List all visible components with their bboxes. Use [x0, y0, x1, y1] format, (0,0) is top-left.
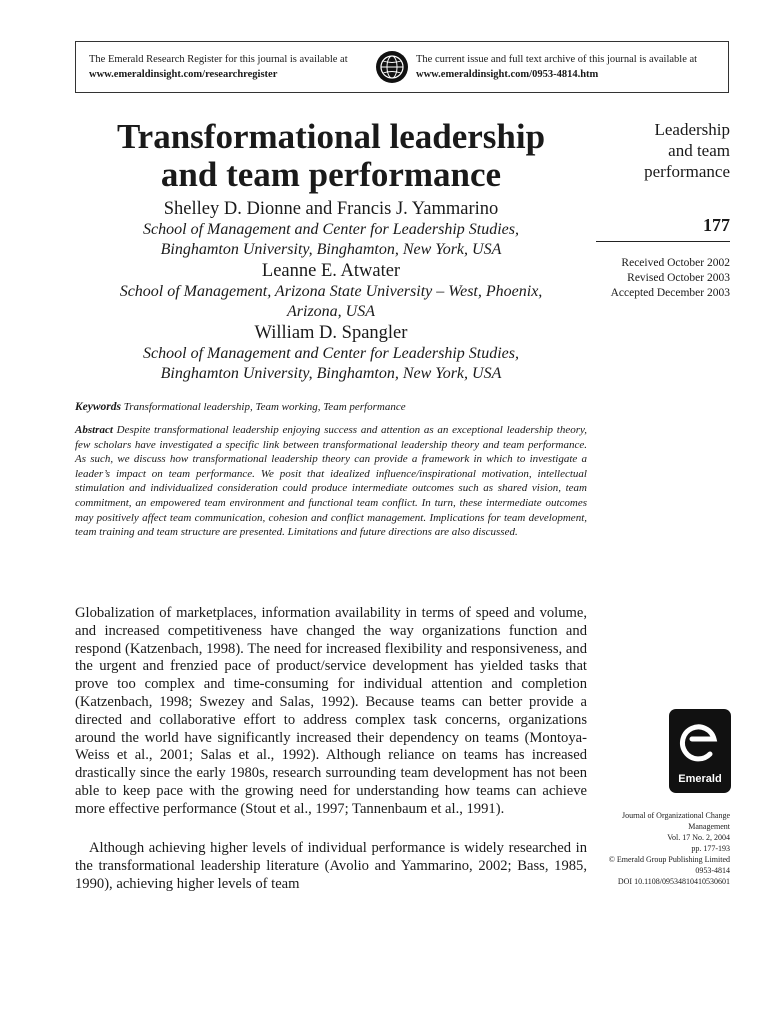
- abstract: [75, 423, 587, 540]
- title-line-1: Transformational leadership: [116, 117, 546, 156]
- register-right: [416, 52, 726, 82]
- register-right-text: The current issue and full text archive of this journal is available at: [416, 54, 698, 65]
- running-head-line: and team: [668, 141, 730, 160]
- author-affiliation: [75, 344, 587, 384]
- running-head-line: performance: [644, 162, 730, 181]
- accepted-date: Accepted December 2003: [610, 287, 730, 299]
- page-number: 177: [703, 215, 730, 235]
- keywords-label: Keywords: [75, 401, 121, 413]
- globe-icon: [375, 50, 409, 84]
- logo-text: Emerald: [678, 773, 722, 785]
- body-paragraph: Globalization of marketplaces, information availability in terms of speed and volume, and increased competitiveness have changed the way organizations function and respond (Katzenbach, 1998). The need for increased flexibility and responsiveness, and the urgent and frenzied pace of product/service development has yielded tasks that prove too complex and time-consuming for individual attention and completion (Katzenbach, 1998; Swezey and Salas, 1992). Because teams can better provide a directed and collaborative effort to address complex task concerns, organizations around the world have significantly increased their dependency on teams (Montoya-Weiss et al., 2001; Salas et al., 1992). Although reliance on teams has increased drastically since the early 1980s, research surrounding team development has not been able to keep pace with the growing need for understanding how teams can achieve more effective performance (Stout et al., 1997; Tannenbaum et al., 1991).: [75, 605, 587, 817]
- journal-info-line: 0953-4814: [695, 866, 730, 875]
- journal-archive-link[interactable]: www.emeraldinsight.com/0953-4814.htm: [416, 69, 599, 80]
- received-date: Received October 2002: [621, 257, 730, 269]
- author-affiliation: [75, 282, 587, 322]
- author-name: Shelley D. Dionne and Francis J. Yammarino: [163, 199, 499, 219]
- title-line-2: and team performance: [160, 155, 502, 194]
- affiliation-line: School of Management and Center for Leadership Studies,: [143, 221, 519, 238]
- journal-info-line: Journal of Organizational Change: [621, 811, 730, 820]
- margin-divider: [596, 241, 730, 242]
- keywords: [75, 400, 587, 415]
- register-left-text: The Emerald Research Register for this journal is available at: [89, 54, 348, 65]
- affiliation-line: Arizona, USA: [287, 303, 375, 320]
- journal-info-line: Management: [688, 822, 730, 831]
- keywords-text: Transformational leadership, Team working, Team performance: [123, 401, 406, 413]
- abstract-text: Despite transformational leadership enjoying success and attention as an exceptional leadership theory, few scholars have investigated a specific link between transformational leadership theory and team performance. As such, we discuss how transformational leadership theory can provide a framework in which to investigate a leader’s impact on team performance. We posit that idealized influence/inspirational motivation, intellectual stimulation and individualized consideration could produce intermediate outcomes such as shared vision, team commitment, an empowered team environment and functional team conflict. In turn, these intermediate outcomes may positively affect team communication, cohesion and conflict management. Implications for team development, team training and team structure are presented. Limitations and future directions are also discussed.: [75, 424, 588, 539]
- affiliation-line: Binghamton University, Binghamton, New York, USA: [160, 241, 502, 258]
- journal-info-line: DOI 10.1108/09534810410530601: [617, 877, 730, 886]
- affiliation-line: School of Management and Center for Leadership Studies,: [143, 345, 519, 362]
- running-head-line: Leadership: [654, 120, 730, 139]
- journal-info-line: © Emerald Group Publishing Limited: [608, 855, 730, 864]
- author-affiliation: [75, 220, 587, 260]
- affiliation-line: Binghamton University, Binghamton, New York, USA: [160, 365, 502, 382]
- research-register-link[interactable]: www.emeraldinsight.com/researchregister: [89, 69, 278, 80]
- emerald-e-icon: [677, 717, 723, 769]
- register-box: [75, 41, 729, 93]
- abstract-label: Abstract: [75, 424, 113, 436]
- running-head: [600, 119, 730, 182]
- affiliation-line: School of Management, Arizona State University – West, Phoenix,: [119, 283, 543, 300]
- journal-info-line: Vol. 17 No. 2, 2004: [667, 833, 730, 842]
- article-dates: [590, 256, 730, 301]
- journal-info-line: pp. 177-193: [691, 844, 730, 853]
- article-title: [75, 118, 587, 194]
- revised-date: Revised October 2003: [627, 272, 730, 284]
- author-list: [75, 198, 587, 384]
- journal-info: [590, 810, 730, 887]
- emerald-logo: [669, 709, 731, 793]
- register-left: [89, 52, 379, 82]
- author-name: William D. Spangler: [254, 323, 408, 343]
- body-paragraph: Although achieving higher levels of individual performance is widely researched in the transformational leadership literature (Avolio and Yammarino, 2002; Bass, 1985, 1990), achieving higher levels of team: [75, 840, 587, 892]
- author-name: Leanne E. Atwater: [261, 261, 401, 281]
